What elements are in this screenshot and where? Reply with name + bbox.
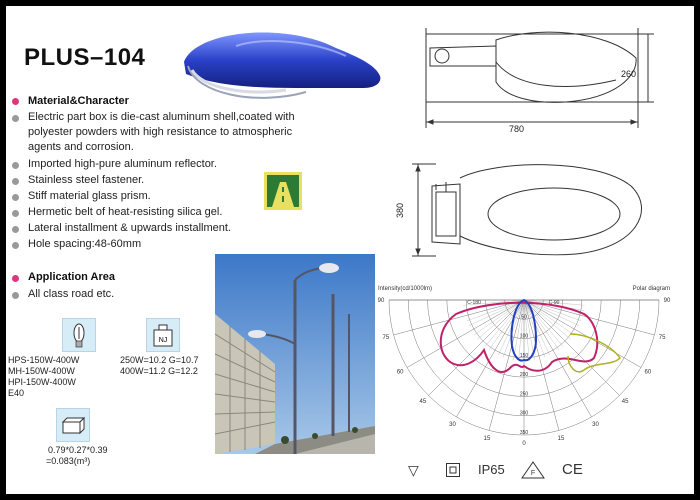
material-item-7: Hole spacing:48-60mm bbox=[28, 238, 142, 250]
list-bullet bbox=[12, 242, 19, 249]
lamp-bulb-icon bbox=[62, 318, 96, 352]
svg-text:NJ: NJ bbox=[158, 337, 168, 344]
weight-spec-1: 250W=10.2 G=10.7 bbox=[120, 355, 199, 365]
polar-radial-tick: 350 bbox=[519, 430, 529, 436]
polar-angle-label-right: 30 bbox=[592, 421, 599, 428]
list-bullet bbox=[12, 178, 19, 185]
class-symbol: ▽ bbox=[408, 462, 419, 478]
material-item-6: Lateral installment & upwards installment. bbox=[28, 222, 231, 234]
ballast-icon bbox=[146, 318, 180, 352]
polar-angle-label-left: 45 bbox=[419, 399, 427, 406]
polar-c90-label: C-90 bbox=[548, 300, 560, 306]
polar-radial-tick: 250 bbox=[519, 391, 529, 398]
polar-angle-label-right: 75 bbox=[658, 335, 666, 342]
material-item-5: Hermetic belt of heat-resisting silica gel. bbox=[28, 206, 223, 218]
material-item-3: Stainless steel fastener. bbox=[28, 174, 145, 186]
polar-angle-label-right: 90 bbox=[663, 298, 671, 304]
side-view-drawing bbox=[416, 18, 676, 148]
packing-size: 0.79*0.27*0.39 bbox=[48, 445, 108, 455]
polar-angle-label-right: 60 bbox=[644, 369, 652, 376]
top-view-drawing bbox=[406, 156, 666, 264]
list-bullet bbox=[12, 210, 19, 217]
polar-spoke bbox=[524, 300, 559, 430]
material-item-1-line-3: agents and corrosion. bbox=[28, 141, 134, 153]
polar-x-title: Polar diagram bbox=[632, 286, 670, 292]
polar-angle-label-right: 45 bbox=[621, 399, 629, 406]
polar-y-title: Intensity(cd/1000lm) bbox=[378, 286, 433, 292]
polar-spoke bbox=[524, 300, 619, 395]
flammable-surface-icon bbox=[521, 461, 545, 479]
lamp-photo bbox=[176, 22, 386, 112]
product-title: PLUS–104 bbox=[24, 44, 146, 71]
section-bullet bbox=[12, 98, 19, 105]
polar-angle-label-left: 15 bbox=[483, 436, 491, 443]
list-bullet bbox=[12, 162, 19, 169]
lamp-spec-2: MH-150W-400W bbox=[8, 366, 75, 376]
polar-spoke bbox=[394, 300, 524, 335]
width-dimension: 380 bbox=[395, 202, 405, 218]
street-photo bbox=[215, 254, 375, 454]
lamp-spec-3: HPI-150W-400W bbox=[8, 377, 76, 387]
packing-volume: =0.083(m³) bbox=[46, 456, 91, 466]
material-heading: Material&Character bbox=[28, 95, 129, 107]
polar-spoke bbox=[524, 300, 641, 368]
polar-spoke bbox=[429, 300, 524, 395]
list-bullet bbox=[12, 194, 19, 201]
polar-angle-label-left: 60 bbox=[396, 369, 404, 376]
polar-radial-tick: 300 bbox=[519, 410, 529, 417]
polar-angle-label-left: 90 bbox=[377, 298, 385, 304]
material-item-4: Stiff material glass prism. bbox=[28, 190, 151, 202]
polar-angle-label-left: 30 bbox=[449, 421, 456, 428]
height-dimension: 260 bbox=[621, 69, 637, 79]
polar-radial-tick: 50 bbox=[521, 314, 527, 321]
lamp-spec-1: HPS-150W-400W bbox=[8, 355, 80, 365]
material-item-1-line-2: polyester powders with high resistance to atmospheric bbox=[28, 126, 293, 138]
polar-angle-label-left: 75 bbox=[382, 335, 390, 342]
lamp-spec-4: E40 bbox=[8, 388, 25, 398]
polar-minor-spoke bbox=[524, 300, 550, 355]
ce-mark: CE bbox=[562, 461, 583, 478]
list-bullet bbox=[12, 292, 19, 299]
polar-angle-label-right: 15 bbox=[557, 436, 565, 443]
weight-spec-2: 400W=11.2 G=12.2 bbox=[120, 366, 198, 376]
application-heading: Application Area bbox=[28, 271, 115, 283]
ip-rating: IP65 bbox=[478, 462, 505, 477]
double-insulation-icon bbox=[446, 463, 460, 477]
catalog-sheet bbox=[6, 6, 694, 494]
section-bullet bbox=[12, 275, 19, 282]
package-box-icon bbox=[56, 408, 90, 442]
list-bullet bbox=[12, 115, 19, 122]
application-item-1: All class road etc. bbox=[28, 288, 115, 300]
polar-curve-c45 bbox=[568, 334, 620, 372]
polar-radial-tick: 150 bbox=[519, 352, 529, 359]
polar-angle-label-left: 0 bbox=[522, 441, 526, 446]
polar-radial-tick: 200 bbox=[519, 372, 529, 379]
material-item-2: Imported high-pure aluminum reflector. bbox=[28, 158, 217, 170]
material-item-1-line-1: Electric part box is die-cast aluminum shell,coated with bbox=[28, 111, 295, 123]
length-dimension: 780 bbox=[509, 124, 525, 134]
svg-text:F: F bbox=[530, 470, 536, 477]
list-bullet bbox=[12, 226, 19, 233]
polar-radial-tick: 100 bbox=[519, 333, 529, 340]
polar-diagram bbox=[374, 278, 674, 446]
highway-icon bbox=[264, 172, 302, 210]
polar-c180-label: C-180 bbox=[467, 300, 481, 306]
